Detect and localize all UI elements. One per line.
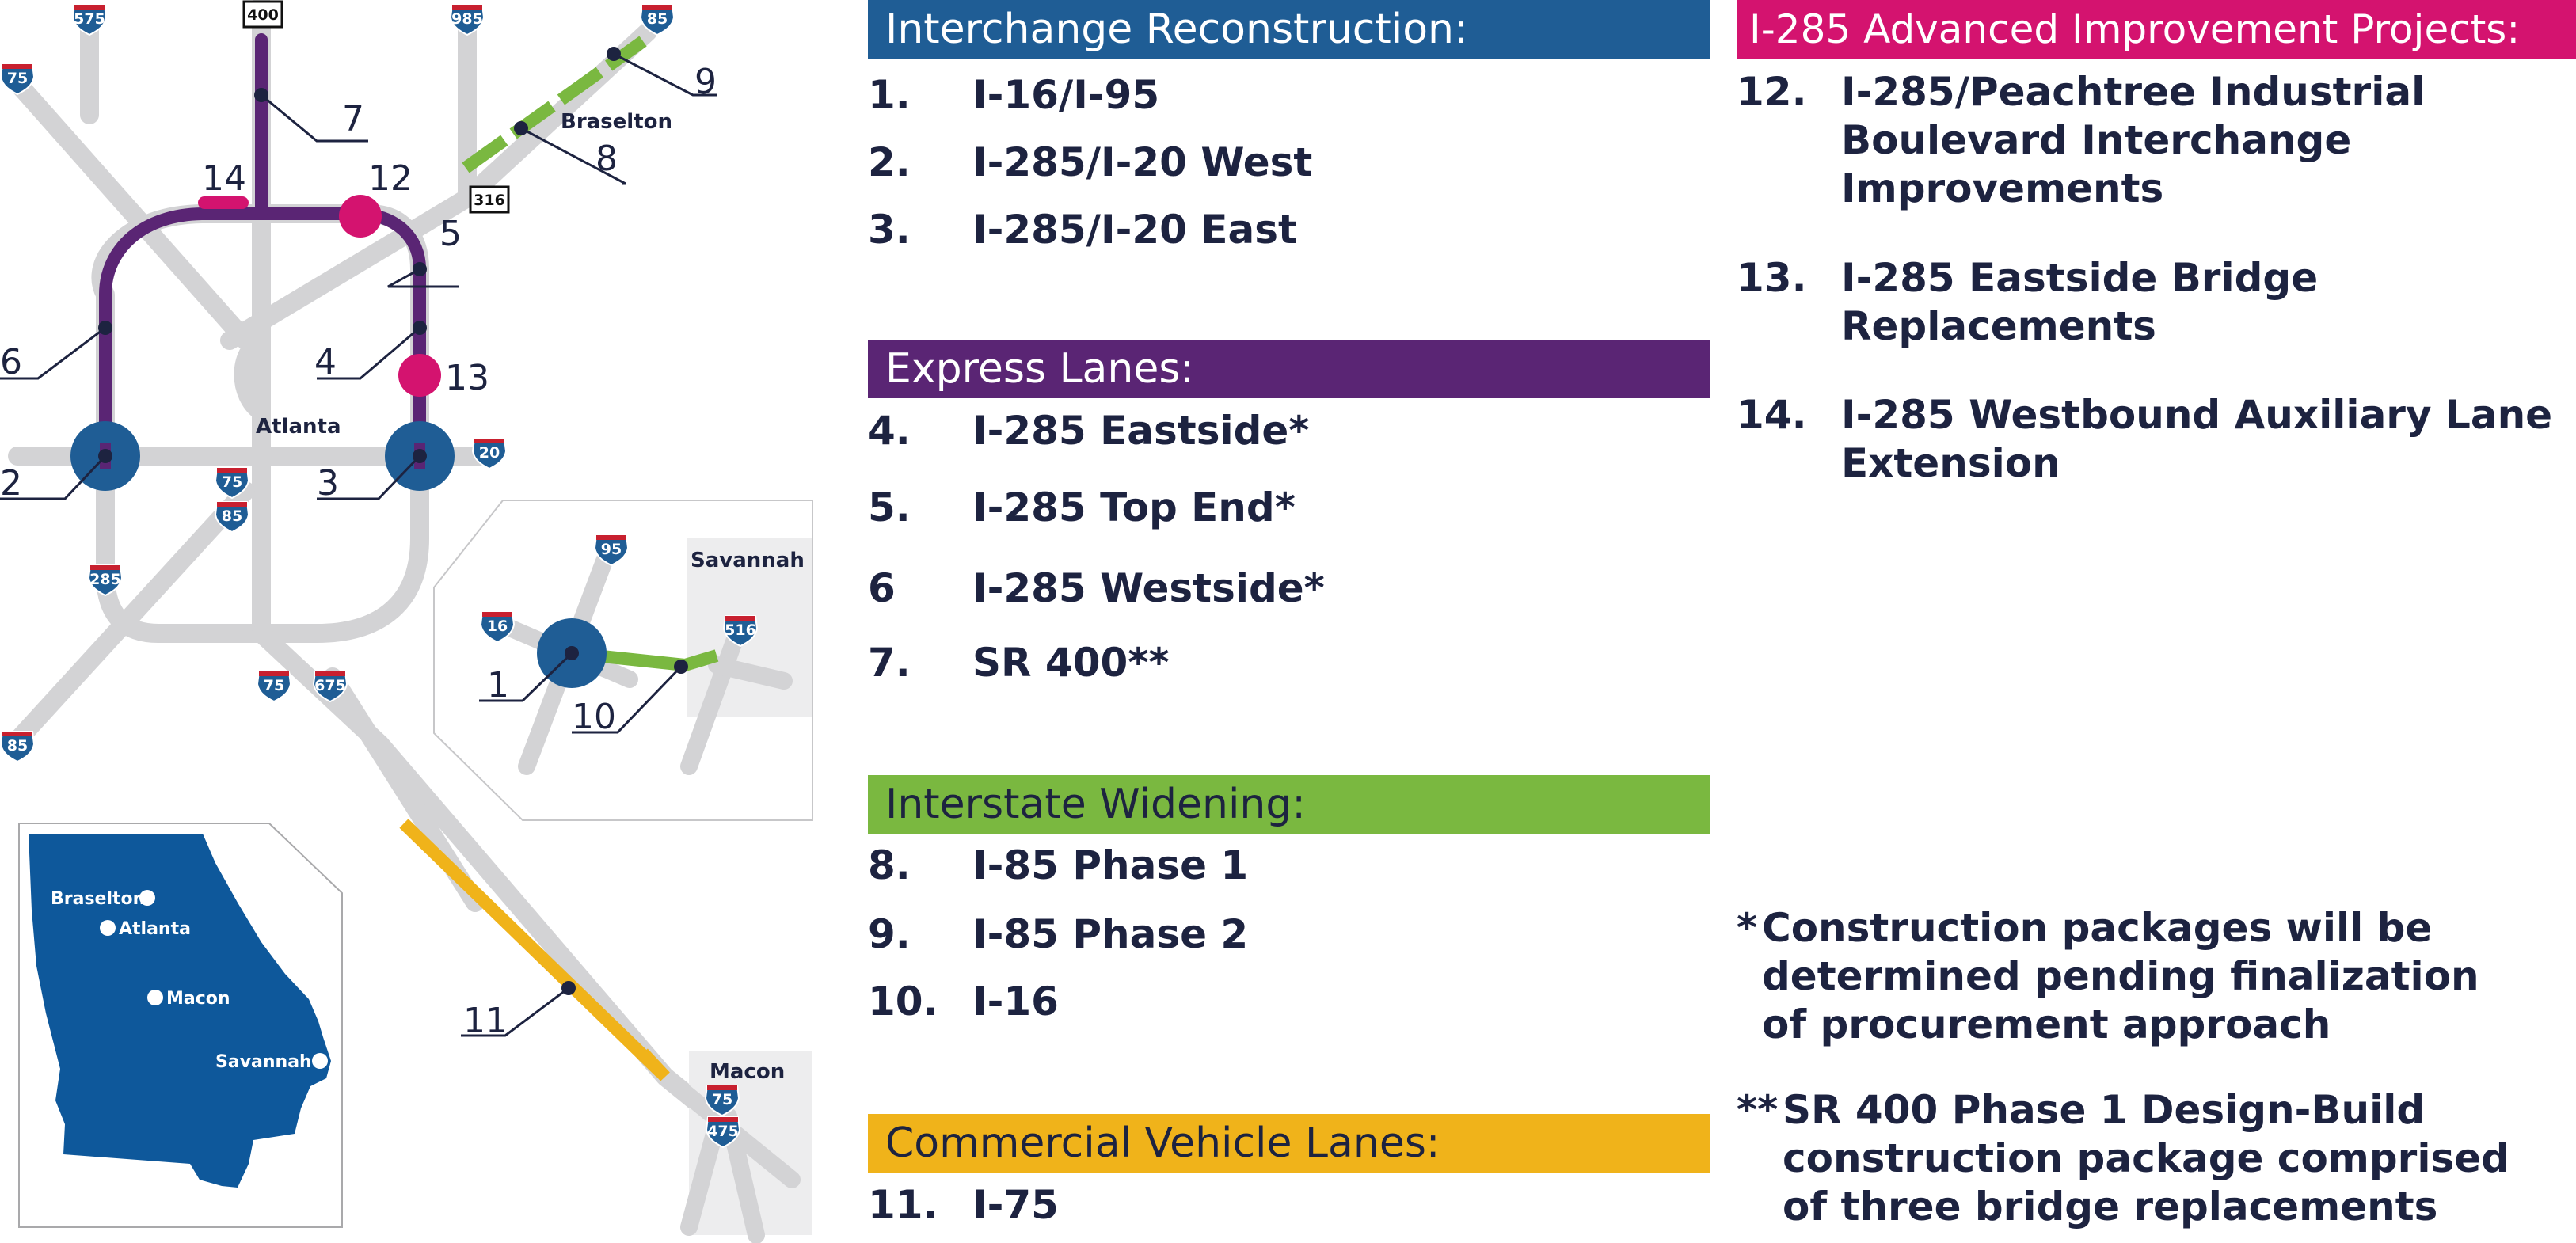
- list-item-interchange-2: [868, 139, 1312, 187]
- list-item-widening-8: [868, 842, 1248, 890]
- macon-inset: [643, 1051, 812, 1235]
- project-number-4: 4: [314, 342, 337, 382]
- project-number-5: 5: [439, 214, 462, 254]
- footnote-single-asterisk: [1737, 904, 2576, 1055]
- shield-i675-icon: 675: [314, 677, 346, 694]
- item-number: 10.: [868, 979, 938, 1024]
- project-number-11: 11: [463, 1001, 508, 1041]
- shield-i985-icon: 985: [451, 10, 483, 28]
- shield-i75-macon-icon: 75: [711, 1091, 733, 1108]
- shield-i575-icon: 575: [74, 10, 105, 28]
- project-map: [0, 0, 816, 1243]
- shield-i475-icon: 475: [707, 1123, 739, 1140]
- list-item-advanced-14: [1737, 391, 2576, 494]
- item-label: I-285/I-20 East: [972, 207, 1297, 253]
- shield-i75-north-icon: 75: [6, 70, 29, 87]
- item-number: 9.: [868, 911, 911, 957]
- item-number: 3.: [868, 207, 911, 253]
- item-label: I-85 Phase 1: [972, 842, 1249, 888]
- interstate-widening-header: Interstate Widening:: [868, 775, 1710, 834]
- project-number-6: 6: [0, 342, 22, 382]
- item-label: I-285 Westbound Auxiliary Lane Extension: [1841, 392, 2553, 486]
- project-number-13: 13: [445, 358, 489, 398]
- commercial-lanes-corridor-i75: [404, 823, 665, 1077]
- list-item-advanced-13: [1737, 254, 2576, 357]
- project-number-3: 3: [317, 463, 339, 504]
- item-label: I-285 Eastside Bridge Replacements: [1841, 255, 2319, 349]
- item-number: 11.: [868, 1182, 938, 1228]
- project-12-circle: [339, 195, 382, 238]
- savannah-inset: [434, 500, 812, 820]
- item-number: 13.: [1737, 255, 1807, 301]
- commercial-vehicle-lanes-header: Commercial Vehicle Lanes:: [868, 1114, 1710, 1173]
- shield-sr400-icon: 400: [247, 6, 279, 24]
- project-13-circle: [398, 354, 441, 397]
- shield-sr316-icon: 316: [474, 192, 505, 209]
- item-label: SR 400**: [972, 640, 1170, 686]
- project-number-10: 10: [572, 697, 616, 737]
- list-item-widening-9: [868, 910, 1248, 959]
- item-label: I-285/Peachtree Industrial Boulevard Interchange Improvements: [1841, 69, 2426, 211]
- item-label: I-285/I-20 West: [972, 139, 1313, 185]
- project-number-7: 7: [342, 99, 364, 139]
- item-number: 1.: [868, 72, 911, 118]
- city-label-macon: Macon: [710, 1060, 786, 1084]
- shield-i285-icon: 285: [89, 571, 121, 588]
- shield-i516-icon: 516: [725, 622, 756, 639]
- project-number-12: 12: [368, 158, 413, 199]
- georgia-state-inset: [19, 823, 342, 1227]
- shield-i85-downtown-icon: 85: [221, 507, 243, 525]
- city-label-braselton: Braselton: [561, 110, 673, 134]
- shield-i75-downtown-icon: 75: [221, 473, 243, 491]
- list-item-express-4: [868, 407, 1309, 455]
- list-item-interchange-3: [868, 206, 1297, 254]
- list-item-express-7: [868, 639, 1170, 687]
- georgia-city-braselton: Braselton: [51, 889, 146, 909]
- item-number: 14.: [1737, 392, 1807, 438]
- list-item-express-6: [868, 564, 1325, 613]
- item-label: I-285 Top End*: [972, 485, 1296, 530]
- item-label: I-75: [972, 1182, 1059, 1228]
- footnote-text: Construction packages will be determined pending finalization of procurement approach: [1762, 905, 2479, 1047]
- shield-i85-north-icon: 85: [646, 10, 668, 28]
- footnote-mark: *: [1737, 905, 1758, 951]
- item-label: I-85 Phase 2: [972, 911, 1249, 957]
- item-number: 5.: [868, 485, 911, 530]
- georgia-city-atlanta: Atlanta: [119, 919, 191, 939]
- item-label: I-16/I-95: [972, 72, 1160, 118]
- project-number-9: 9: [694, 62, 717, 102]
- express-lanes-header: Express Lanes:: [868, 340, 1710, 398]
- project-number-1: 1: [487, 665, 509, 705]
- georgia-city-savannah: Savannah: [215, 1052, 312, 1072]
- list-item-commercial-11: [868, 1181, 1059, 1230]
- shield-i85-south-icon: 85: [6, 737, 29, 755]
- item-label: I-16: [972, 979, 1059, 1024]
- project-number-14: 14: [202, 158, 246, 199]
- city-label-atlanta: Atlanta: [256, 415, 341, 439]
- item-number: 12.: [1737, 69, 1807, 115]
- list-item-express-5: [868, 484, 1296, 532]
- list-item-interchange-1: [868, 71, 1159, 120]
- georgia-city-macon: Macon: [166, 989, 230, 1009]
- item-label: I-285 Eastside*: [972, 408, 1310, 454]
- project-number-2: 2: [0, 463, 22, 504]
- shield-i16-icon: 16: [486, 618, 508, 635]
- list-item-advanced-12: [1737, 68, 2576, 219]
- shield-i95-icon: 95: [600, 541, 622, 558]
- item-number: 6: [868, 565, 896, 611]
- item-label: I-285 Westside*: [972, 565, 1325, 611]
- item-number: 8.: [868, 842, 911, 888]
- item-number: 4.: [868, 408, 911, 454]
- interchange-reconstruction-header: Interchange Reconstruction:: [868, 0, 1710, 59]
- item-number: 2.: [868, 139, 911, 185]
- list-item-widening-10: [868, 978, 1059, 1026]
- footnote-text: SR 400 Phase 1 Design-Build construction package comprised of three bridge replacements: [1783, 1087, 2509, 1230]
- footnote-mark: **: [1737, 1087, 1779, 1133]
- city-label-savannah: Savannah: [691, 549, 805, 572]
- footnote-double-asterisk: [1737, 1086, 2576, 1237]
- shield-i20-icon: 20: [478, 444, 500, 462]
- advanced-improvement-header: I-285 Advanced Improvement Projects:: [1737, 0, 2576, 59]
- item-number: 7.: [868, 640, 911, 686]
- project-number-8: 8: [595, 139, 618, 179]
- shield-i75-south-icon: 75: [263, 677, 285, 694]
